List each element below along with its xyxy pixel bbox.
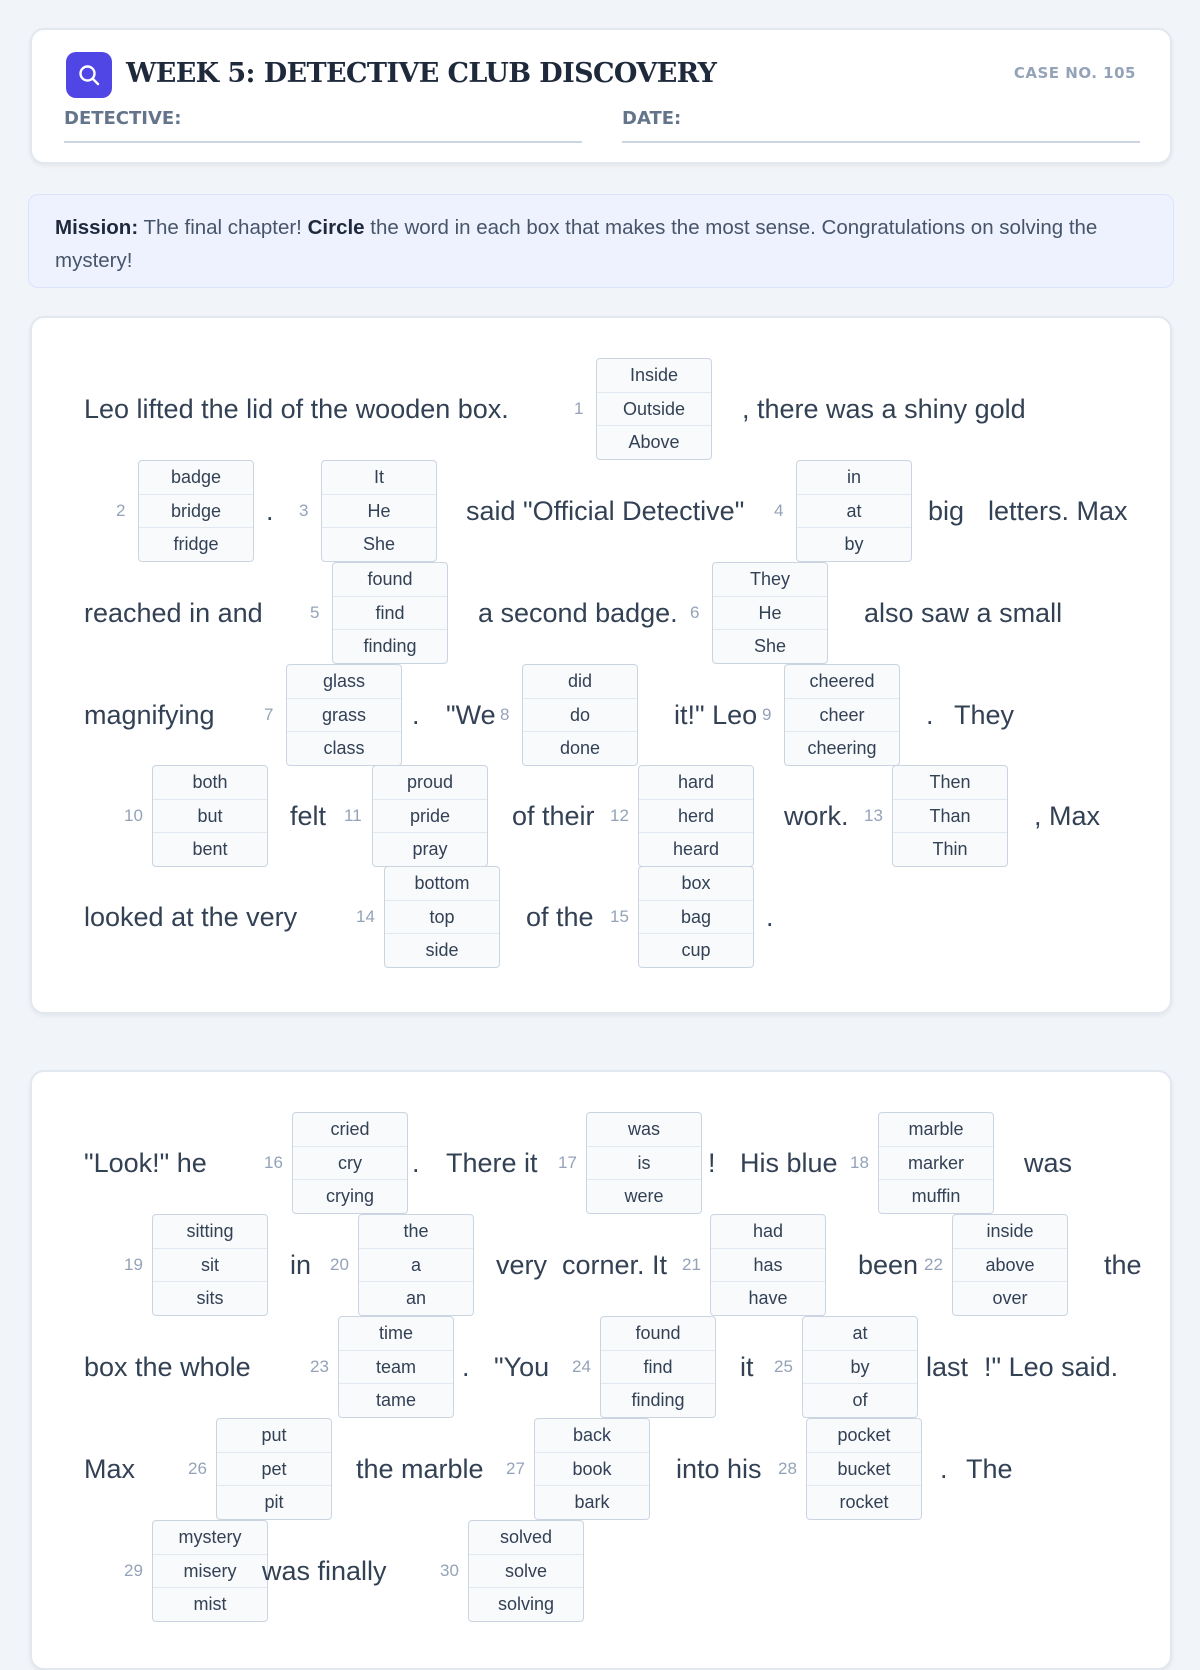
story-text: of the — [526, 901, 594, 932]
word-option[interactable]: over — [992, 1288, 1028, 1309]
word-option[interactable]: found — [601, 1317, 715, 1351]
story-text: also saw a small — [864, 597, 1063, 628]
question-number: 21 — [682, 1255, 701, 1274]
story-line — [84, 358, 1144, 460]
question-number: 19 — [124, 1255, 143, 1274]
word-option[interactable]: marble — [879, 1113, 993, 1147]
mission-text-rest: the word in each box that makes the most sense. Congratulations on solving the mystery! — [55, 216, 1098, 272]
question-number: 4 — [774, 501, 784, 520]
story-text: , there was a shiny gold — [742, 393, 1026, 424]
word-option[interactable]: an — [405, 1288, 427, 1309]
word-option[interactable]: was — [587, 1113, 701, 1147]
detective-label: DETECTIVE: — [64, 108, 182, 129]
question-number: 3 — [299, 501, 309, 520]
word-option[interactable]: fridge — [173, 534, 219, 555]
story-text: felt — [290, 800, 327, 831]
word-option[interactable]: She — [362, 534, 396, 555]
story-text: They — [954, 699, 1015, 730]
word-option[interactable]: find — [333, 597, 447, 631]
word-choice-box — [638, 765, 754, 867]
story-line — [84, 765, 1144, 867]
date-field[interactable] — [622, 141, 1140, 143]
word-option[interactable]: heard — [672, 839, 720, 860]
word-option[interactable]: pit — [264, 1492, 284, 1513]
word-option[interactable]: time — [339, 1317, 453, 1351]
question-number: 25 — [774, 1357, 793, 1376]
word-option[interactable]: Outside — [597, 393, 711, 427]
question-number: 18 — [850, 1153, 869, 1172]
word-option[interactable]: proud — [373, 766, 487, 800]
word-option[interactable]: both — [153, 766, 267, 800]
story-text: . — [266, 495, 274, 526]
word-option[interactable]: solving — [497, 1594, 555, 1615]
word-option[interactable]: class — [323, 738, 365, 759]
story-passage-1 — [30, 316, 1172, 1014]
story-text: . — [462, 1351, 470, 1382]
story-text: His blue — [740, 1147, 838, 1178]
word-option[interactable]: mist — [193, 1594, 227, 1615]
word-option[interactable]: He — [713, 597, 827, 631]
word-choice-box — [534, 1418, 650, 1520]
word-choice-box — [710, 1214, 826, 1316]
word-choice-box — [138, 460, 254, 562]
story-text: . — [940, 1453, 948, 1484]
word-choice-box — [586, 1112, 702, 1214]
word-choice-box — [216, 1418, 332, 1520]
word-choice-box — [952, 1214, 1068, 1316]
story-text: magnifying — [84, 699, 215, 730]
story-line — [84, 460, 1144, 562]
word-option[interactable]: pray — [412, 839, 448, 860]
word-option[interactable]: have — [748, 1288, 788, 1309]
question-number: 15 — [610, 907, 629, 926]
word-choice-box — [468, 1520, 584, 1622]
word-option[interactable]: but — [153, 800, 267, 834]
word-option[interactable]: grass — [287, 699, 401, 733]
word-choice-box — [806, 1418, 922, 1520]
case-number: CASE NO. 105 — [1013, 64, 1136, 82]
story-text: There it — [446, 1147, 538, 1178]
word-option[interactable]: He — [322, 495, 436, 529]
word-option[interactable]: pocket — [807, 1419, 921, 1453]
word-option[interactable]: has — [711, 1249, 825, 1283]
story-text: "Look!" he — [84, 1147, 207, 1178]
story-line — [84, 664, 1144, 766]
word-option[interactable]: at — [797, 495, 911, 529]
word-option[interactable]: crying — [325, 1186, 374, 1207]
word-option[interactable]: cheer — [785, 699, 899, 733]
story-text: the — [1104, 1249, 1142, 1280]
question-number: 1 — [574, 399, 584, 418]
story-text: was finally — [262, 1555, 387, 1586]
word-option[interactable]: top — [385, 901, 499, 935]
word-choice-box — [784, 664, 900, 766]
word-option[interactable]: done — [559, 738, 601, 759]
word-option[interactable]: box — [639, 867, 753, 901]
word-choice-box — [712, 562, 828, 664]
story-text: reached in and — [84, 597, 263, 628]
mission-text-intro: The final chapter! — [143, 216, 302, 239]
word-option[interactable]: misery — [153, 1555, 267, 1589]
mission-keyword: Circle — [307, 216, 365, 239]
story-text: The — [966, 1453, 1013, 1484]
word-option[interactable]: were — [624, 1186, 664, 1207]
question-number: 8 — [500, 705, 510, 724]
word-option[interactable]: inside — [953, 1215, 1067, 1249]
story-text: !" Leo said. — [984, 1351, 1119, 1382]
question-number: 23 — [310, 1357, 329, 1376]
question-number: 9 — [762, 705, 772, 724]
word-option[interactable]: cheered — [785, 665, 899, 699]
word-option[interactable]: herd — [639, 800, 753, 834]
story-text: , Max — [1034, 800, 1101, 831]
word-option[interactable]: Thin — [932, 839, 968, 860]
word-option[interactable]: by — [803, 1351, 917, 1385]
word-option[interactable]: side — [425, 940, 459, 961]
story-line — [84, 1112, 1144, 1214]
word-choice-box — [372, 765, 488, 867]
word-option[interactable]: sitting — [153, 1215, 267, 1249]
word-option[interactable]: tame — [375, 1390, 417, 1411]
question-number: 14 — [356, 907, 375, 926]
question-number: 26 — [188, 1459, 207, 1478]
word-option[interactable]: by — [844, 534, 864, 555]
question-number: 30 — [440, 1561, 459, 1580]
word-option[interactable]: find — [601, 1351, 715, 1385]
word-choice-box — [286, 664, 402, 766]
mission-instructions — [28, 194, 1174, 288]
story-text: looked at the very — [84, 901, 298, 932]
story-line — [84, 562, 1144, 664]
story-text: it!" Leo — [674, 699, 758, 730]
word-option[interactable]: team — [339, 1351, 453, 1385]
word-option[interactable]: had — [711, 1215, 825, 1249]
story-line — [84, 866, 1144, 968]
word-choice-box — [892, 765, 1008, 867]
word-choice-box — [292, 1112, 408, 1214]
question-number: 20 — [330, 1255, 349, 1274]
word-option[interactable]: muffin — [911, 1186, 961, 1207]
story-text: big — [928, 495, 965, 526]
question-number: 10 — [124, 806, 143, 825]
word-option[interactable]: the — [359, 1215, 473, 1249]
story-text: it — [740, 1351, 754, 1382]
word-option[interactable]: cup — [681, 940, 711, 961]
story-text: corner. It — [562, 1249, 668, 1280]
word-option[interactable]: finding — [363, 636, 417, 657]
story-line — [84, 1418, 1144, 1520]
question-number: 29 — [124, 1561, 143, 1580]
word-option[interactable]: bucket — [807, 1453, 921, 1487]
word-option[interactable]: It — [322, 461, 436, 495]
story-text: a second badge. — [478, 597, 678, 628]
word-option[interactable]: in — [797, 461, 911, 495]
word-choice-box — [321, 460, 437, 562]
word-choice-box — [338, 1316, 454, 1418]
story-text: . — [766, 901, 774, 932]
word-option[interactable]: She — [753, 636, 787, 657]
word-option[interactable]: bent — [192, 839, 228, 860]
story-text: into his — [676, 1453, 762, 1484]
question-number: 6 — [690, 603, 700, 622]
word-option[interactable]: cry — [293, 1147, 407, 1181]
story-text: was — [1024, 1147, 1073, 1178]
word-choice-box — [600, 1316, 716, 1418]
story-text: Leo lifted the lid of the wooden box. — [84, 393, 509, 424]
search-icon — [77, 63, 101, 87]
word-option[interactable]: pride — [373, 800, 487, 834]
word-option[interactable]: cried — [293, 1113, 407, 1147]
word-choice-box — [152, 765, 268, 867]
word-option[interactable]: finding — [631, 1390, 685, 1411]
story-line — [84, 1214, 1144, 1316]
word-option[interactable]: Then — [893, 766, 1007, 800]
word-choice-box — [152, 1520, 268, 1622]
story-text: the marble — [356, 1453, 484, 1484]
word-option[interactable]: pet — [217, 1453, 331, 1487]
word-option[interactable]: back — [535, 1419, 649, 1453]
question-number: 2 — [116, 501, 126, 520]
story-text: . — [412, 1147, 420, 1178]
word-choice-box — [522, 664, 638, 766]
word-choice-box — [878, 1112, 994, 1214]
word-option[interactable]: found — [333, 563, 447, 597]
word-option[interactable]: bottom — [385, 867, 499, 901]
question-number: 5 — [310, 603, 320, 622]
word-option[interactable]: Above — [628, 432, 680, 453]
story-text: been — [858, 1249, 919, 1280]
magnifier-logo — [66, 52, 112, 98]
word-choice-box — [802, 1316, 918, 1418]
question-number: 7 — [264, 705, 274, 724]
story-text: "You — [494, 1351, 550, 1382]
question-number: 28 — [778, 1459, 797, 1478]
story-passage-2 — [30, 1070, 1172, 1670]
word-option[interactable]: bark — [574, 1492, 610, 1513]
worksheet-header — [30, 28, 1172, 164]
story-text: ! — [708, 1147, 716, 1178]
story-text: Max — [84, 1453, 136, 1484]
question-number: 16 — [264, 1153, 283, 1172]
story-text: . — [412, 699, 420, 730]
word-option[interactable]: at — [803, 1317, 917, 1351]
word-option[interactable]: sits — [196, 1288, 224, 1309]
word-option[interactable]: put — [217, 1419, 331, 1453]
question-number: 12 — [610, 806, 629, 825]
story-text: of their — [512, 800, 595, 831]
worksheet-title: WEEK 5: DETECTIVE CLUB DISCOVERY — [126, 58, 717, 89]
word-option[interactable]: bridge — [139, 495, 253, 529]
word-option[interactable]: a — [359, 1249, 473, 1283]
question-number: 13 — [864, 806, 883, 825]
story-text: in — [290, 1249, 312, 1280]
story-text: work. — [784, 800, 849, 831]
word-option[interactable]: bag — [639, 901, 753, 935]
story-text: box the whole — [84, 1351, 251, 1382]
word-choice-box — [152, 1214, 268, 1316]
story-text: last — [926, 1351, 969, 1382]
date-label: DATE: — [622, 108, 682, 129]
story-text: "We — [446, 699, 496, 730]
word-option[interactable]: solved — [469, 1521, 583, 1555]
word-option[interactable]: book — [535, 1453, 649, 1487]
word-option[interactable]: is — [587, 1147, 701, 1181]
question-number: 24 — [572, 1357, 591, 1376]
word-choice-box — [358, 1214, 474, 1316]
word-option[interactable]: of — [852, 1390, 868, 1411]
story-text: very — [496, 1249, 548, 1280]
word-option[interactable]: marker — [879, 1147, 993, 1181]
word-option[interactable]: cheering — [807, 738, 877, 759]
word-option[interactable]: hard — [639, 766, 753, 800]
word-choice-box — [384, 866, 500, 968]
word-choice-box — [332, 562, 448, 664]
word-option[interactable]: did — [523, 665, 637, 699]
word-option[interactable]: Than — [893, 800, 1007, 834]
word-option[interactable]: They — [713, 563, 827, 597]
word-option[interactable]: solve — [469, 1555, 583, 1589]
mission-label: Mission: — [55, 216, 139, 239]
word-option[interactable]: rocket — [839, 1492, 889, 1513]
story-line — [84, 1520, 1144, 1622]
word-choice-box — [596, 358, 712, 460]
detective-name-field[interactable] — [64, 141, 582, 143]
word-option[interactable]: badge — [139, 461, 253, 495]
word-option[interactable]: sit — [153, 1249, 267, 1283]
story-text: . — [926, 699, 934, 730]
word-choice-box — [638, 866, 754, 968]
question-number: 11 — [344, 806, 362, 825]
story-line — [84, 1316, 1144, 1418]
question-number: 27 — [506, 1459, 525, 1478]
word-option[interactable]: mystery — [153, 1521, 267, 1555]
word-option[interactable]: do — [523, 699, 637, 733]
word-option[interactable]: glass — [287, 665, 401, 699]
word-choice-box — [796, 460, 912, 562]
word-option[interactable]: Inside — [597, 359, 711, 393]
story-text: said "Official Detective" — [466, 495, 745, 526]
question-number: 17 — [558, 1153, 577, 1172]
word-option[interactable]: above — [953, 1249, 1067, 1283]
question-number: 22 — [924, 1255, 943, 1274]
story-text: letters. Max — [988, 495, 1128, 526]
